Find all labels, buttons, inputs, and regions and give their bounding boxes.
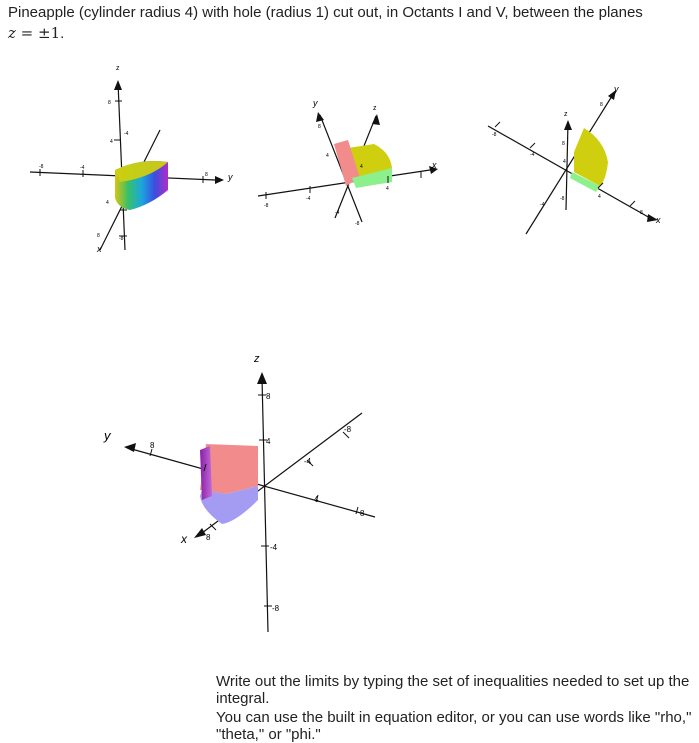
svg-text:8: 8 [206,533,211,542]
svg-text:-4: -4 [270,543,278,552]
svg-text:8: 8 [318,124,321,130]
svg-text:-8: -8 [272,604,280,613]
fig4-purple-face [200,446,212,500]
svg-text:8: 8 [108,100,111,106]
svg-text:-8: -8 [39,164,44,170]
figure-3 [488,84,661,234]
svg-text:8: 8 [266,392,271,401]
fig4-y-arrow [124,443,136,452]
svg-text:-8: -8 [560,196,565,202]
fig4-x-arrow [194,528,206,538]
fig2-y-label: y [313,98,318,108]
fig1-y-arrow [215,176,224,184]
svg-text:-8: -8 [355,221,360,227]
svg-text:-8: -8 [344,425,352,434]
fig3-x-axis [488,126,650,218]
svg-text:8: 8 [600,102,603,108]
svg-text:-4: -4 [335,210,340,216]
svg-text:-4: -4 [304,457,312,466]
svg-text:-4: -4 [530,152,535,158]
plane-equation: z = ±1 [8,24,61,42]
svg-text:8: 8 [150,441,155,450]
problem-statement: Pineapple (cylinder radius 4) with hole (radius 1) cut out, in Octants I and V, between the planes z = ±1. [8,4,643,42]
svg-text:8: 8 [205,172,208,178]
problem-text: Pineapple (cylinder radius 4) with hole (radius 1) cut out, in Octants I and V, between the planes [8,4,643,21]
fig4-x-label: x [181,532,187,546]
svg-text:4: 4 [266,437,271,446]
fig3-z-label: z [564,111,568,118]
fig3-z-arrow [564,120,572,130]
svg-text:-4: -4 [306,196,311,202]
instruction-editor: You can use the built in equation editor, or you can use words like "rho," "theta," or "phi." [216,709,692,743]
fig2-x-label: x [432,160,437,170]
svg-text:-8: -8 [119,236,124,242]
svg-text:-4: -4 [124,131,129,137]
fig1-x-label: x [97,244,102,254]
fig1-z-label: z [116,65,120,72]
svg-text:4: 4 [326,153,329,159]
svg-text:4: 4 [563,159,566,165]
fig4-z-axis [262,378,268,632]
svg-text:8: 8 [360,509,365,518]
svg-text:4: 4 [110,139,113,145]
svg-text:-8: -8 [492,132,497,138]
svg-text:4: 4 [386,186,389,192]
svg-text:-8: -8 [264,203,269,209]
figure-4 [103,353,375,632]
figure-2 [258,98,438,227]
fig1-y-label: y [228,172,233,182]
fig4-z-arrow [257,372,267,384]
svg-text:8: 8 [640,210,643,216]
fig4-z-label: z [254,353,260,365]
svg-text:-4: -4 [80,165,85,171]
fig2-z-label: z [373,105,377,112]
instruction-limits: Write out the limits by typing the set of inequalities needed to set up the integral. [216,673,690,707]
svg-text:4: 4 [360,164,363,170]
fig1-z-arrow [114,80,122,90]
figure-1 [30,65,233,254]
fig3-x-label: x [656,215,661,225]
svg-text:-4: -4 [540,202,545,208]
svg-text:8: 8 [97,233,100,239]
svg-text:4: 4 [314,495,319,504]
fig1-z-axis [118,82,125,250]
fig4-y-label: y [104,428,111,443]
svg-text:4: 4 [106,200,109,206]
fig3-y-label: y [614,84,619,94]
fig2-z-arrow [372,114,380,125]
svg-text:4: 4 [598,194,601,200]
svg-text:8: 8 [562,141,565,147]
